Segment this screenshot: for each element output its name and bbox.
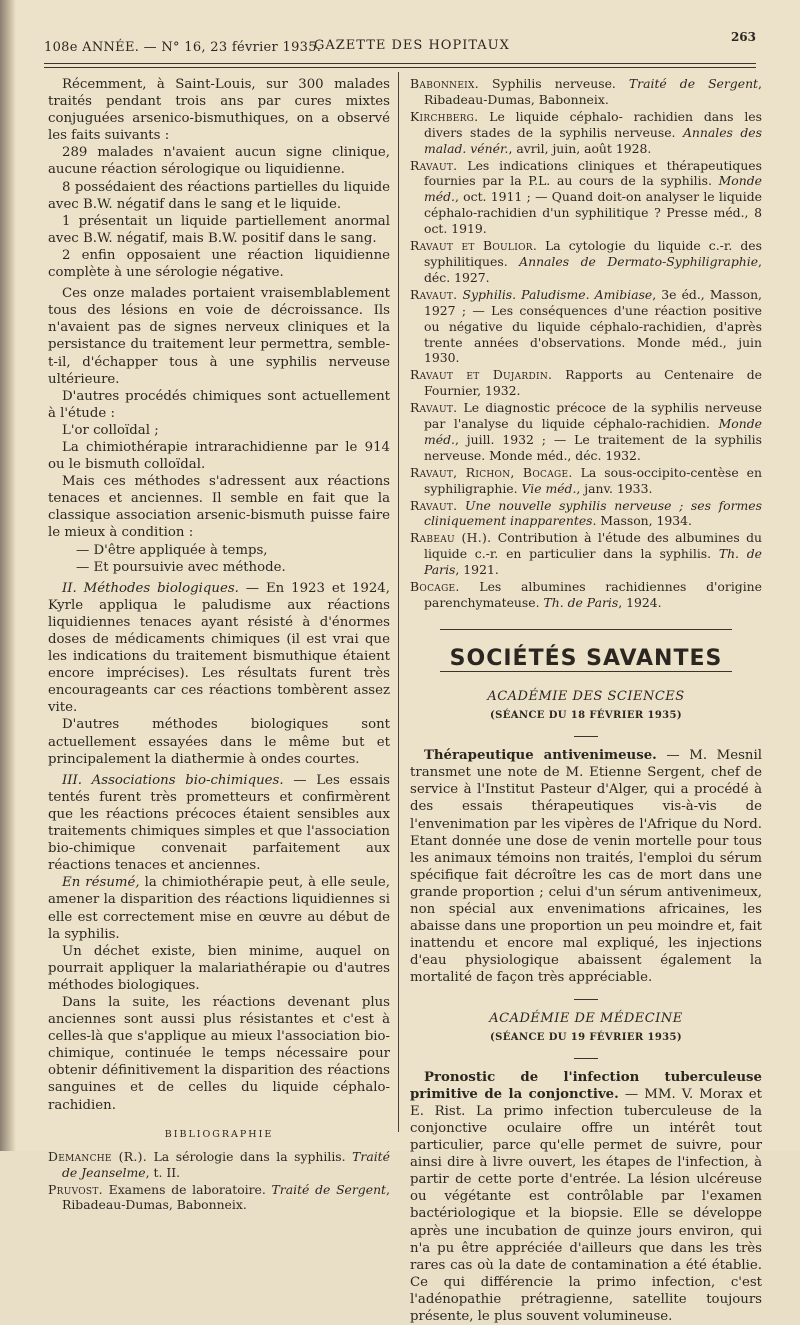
section-rule-bottom bbox=[440, 671, 732, 672]
bibliography-entry bbox=[410, 76, 762, 108]
article-lead: Pronostic de l'infection tuberculeuse primitive de la conjonctive. bbox=[410, 1069, 762, 1102]
bib-tail: , 1921. bbox=[455, 562, 499, 578]
paragraph-text: — MM. V. Morax et E. Rist. La primo infection tuberculeuse de la conjonctive oculaire offre un intérêt tout particulier, parce qu'elle permet de suivre, pour ainsi dire à livre ouvert, les étapes de l'infection, à partir de cette porte d'entrée. La lésion ulcéreuse ou végétante est contrôlable par l'examen bactériologique et la biopsie. Elle se développe après une incubation de quinze jours environ, qui n'a pu être appréciée d'ailleurs que dans les très rares cas où la date de contamination a été établie. Ce qui différencie la primo infection, c'est l'adénopathie prétragienne, satellite toujours présente, le plus souvent volumineuse. bbox=[410, 1086, 762, 1324]
subheading: III. Associations bio-chimiques. bbox=[62, 772, 284, 788]
section-title: SOCIÉTÉS SAVANTES bbox=[449, 645, 723, 671]
bib-author: Ravaut et Boulior. bbox=[410, 238, 538, 254]
paragraph-text: — M. Mesnil transmet une note de M. Etienne Sergent, chef de service à l'Institut Pasteur d'Alger, qui a procédé à des essais thérapeutiques vis-à-vis de l'envenimation par les vipères de l'Afrique du Nord. Etant donnée une dose de venin mortelle pour tous les animaux témoins non traités, l'emploi du sérum spécifique fait décroître les cas de mort dans une grande proportion ; celui d'un sérum antivenimeux, non spécial aux envenimations africaines, les abaisse dans une proportion un peu moindre et, fait inattendu et encore mal expliqué, les injections d'eau physiologique abaissent également la mortalité de façon très appréciable. bbox=[410, 748, 762, 986]
subheading: II. Méthodes biologiques. bbox=[62, 580, 239, 596]
bibliography-entry bbox=[410, 109, 762, 157]
bib-author: Babonneix. bbox=[410, 76, 479, 91]
bib-author: Demanche (R.). bbox=[48, 1148, 148, 1164]
paragraph-biological-methods bbox=[48, 580, 390, 717]
bib-work: Th. de Paris bbox=[543, 595, 619, 610]
bib-text: Contribution à l'étude des albumines du liquide c.-r. en particulier dans la syphilis. bbox=[424, 530, 762, 562]
bib-work: Traité de Sergent bbox=[628, 76, 759, 91]
column-divider bbox=[398, 72, 399, 1132]
paragraph: — Et poursuivie avec méthode. bbox=[76, 559, 286, 575]
academy-sciences-date: (SÉANCE DU 18 FÉVRIER 1935) bbox=[489, 710, 683, 722]
bib-work: Traité de Jeanselme bbox=[62, 1148, 390, 1180]
bibliography-entry bbox=[410, 158, 762, 238]
short-divider bbox=[574, 1058, 598, 1059]
bibliography-entry bbox=[410, 579, 762, 611]
bib-text: Rapports au Centenaire de Fournier, 1932. bbox=[424, 367, 762, 399]
paragraph: D'autres méthodes biologiques sont actuellement essayées dans le même but et principalement la diathermie à ondes courtes. bbox=[48, 717, 390, 767]
bib-author: Bocage. bbox=[410, 579, 460, 595]
bib-author: Pruvost. bbox=[48, 1181, 103, 1197]
paragraph: Un déchet existe, bien minime, auquel on pourrait appliquer la malariathérapie ou d'autres méthodes biologiques. bbox=[48, 943, 390, 993]
academy-sciences-title: ACADÉMIE DES SCIENCES bbox=[487, 689, 685, 704]
page-header bbox=[44, 30, 756, 70]
bibliography-entry bbox=[48, 1182, 390, 1214]
paragraph-associations bbox=[48, 772, 390, 875]
academy-medicine-date: (SÉANCE DU 19 FÉVRIER 1935) bbox=[489, 1031, 683, 1043]
paragraph: 2 enfin opposaient une réaction liquidienne complète à une sérologie négative. bbox=[48, 247, 390, 281]
bib-tail: , juill. 1932 ; — Le traitement de la syphilis nerveuse. Monde méd., déc. 1932. bbox=[424, 431, 762, 463]
bibliography-entry bbox=[410, 400, 762, 464]
bibliography-entry bbox=[410, 287, 762, 367]
paragraph: Mais ces méthodes s'adressent aux réactions tenaces et anciennes. Il semble en fait que la classique association arsenic-bismuth puisse faire le mieux à condition : bbox=[48, 474, 390, 541]
journal-title: GAZETTE DES HOPITAUX bbox=[314, 38, 510, 53]
bib-tail: , Ribadeau-Dumas, Babonneix. bbox=[424, 76, 762, 107]
bib-work: Th. de Paris bbox=[424, 546, 762, 578]
bib-author: Rabeau (H.). bbox=[410, 530, 492, 546]
short-divider bbox=[574, 736, 598, 737]
bib-tail: , 1924. bbox=[618, 595, 662, 610]
bib-author: Kirchberg. bbox=[410, 108, 479, 124]
bib-text: Syphilis nerveuse. bbox=[479, 76, 629, 91]
paragraph-tuberculosis bbox=[410, 1069, 762, 1325]
bib-work: Traité de Sergent bbox=[271, 1181, 387, 1197]
bib-work: Annales des malad. vénér. bbox=[424, 124, 762, 156]
bibliography-entry bbox=[410, 238, 762, 286]
bib-work: Syphilis. Paludisme. Amibiase bbox=[462, 286, 653, 302]
header-rule-thin bbox=[44, 67, 756, 68]
subheading: En résumé, bbox=[62, 875, 140, 891]
bib-work: Une nouvelle syphilis nerveuse ; ses formes cliniquement inapparentes bbox=[424, 497, 762, 529]
paragraph-text: la chimiothérapie peut, à elle seule, amener la disparition des réactions liquidiennes si elle est correctement mise en œuvre au début de la syphilis. bbox=[48, 875, 390, 942]
bib-text: Examens de laboratoire. bbox=[102, 1181, 272, 1197]
bib-author: Ravaut. bbox=[410, 497, 458, 513]
right-column bbox=[410, 76, 762, 1325]
paragraph: L'or colloïdal ; bbox=[62, 422, 159, 438]
bib-text: La sous-occipito-centèse en syphiligraphie. bbox=[424, 464, 762, 496]
short-divider bbox=[574, 999, 598, 1000]
bib-author: Ravaut, Richon, Bocage. bbox=[410, 464, 573, 480]
bib-tail: , Ribadeau-Dumas, Babonneix. bbox=[62, 1181, 390, 1213]
page-binding-edge bbox=[0, 0, 16, 1151]
bib-author: Ravaut. bbox=[410, 400, 458, 416]
paragraph: La chimiothérapie intrarachidienne par le 914 ou le bismuth colloïdal. bbox=[48, 439, 390, 473]
bib-text: La sérologie dans la syphilis. bbox=[147, 1148, 353, 1164]
paragraph: Ces onze malades portaient vraisemblablement tous des lésions en voie de décroissance. Ils n'avaient pas de signes nerveux cliniques et la persistance du traitement leur permettra, semble-t-il, d'échapper tous à une syphilis nerveuse ultérieure. bbox=[48, 286, 390, 387]
paragraph: D'autres procédés chimiques sont actuellement à l'étude : bbox=[48, 388, 390, 421]
bib-work: Monde méd. bbox=[424, 173, 762, 205]
bib-author: Ravaut. bbox=[410, 286, 458, 302]
bib-text: Le liquide céphalo- rachidien dans les divers stades de la syphilis nerveuse. bbox=[424, 108, 762, 140]
bib-text: La cytologie du liquide c.-r. des syphilitiques. bbox=[424, 238, 762, 269]
academy-medicine-title: ACADÉMIE DE MÉDECINE bbox=[489, 1010, 683, 1026]
bib-tail: , déc. 1927. bbox=[424, 253, 762, 285]
paragraph-antivenom bbox=[410, 747, 762, 986]
bibliography-entry bbox=[410, 367, 762, 399]
paragraph-summary bbox=[48, 874, 390, 942]
section-rule-top bbox=[440, 629, 732, 630]
bib-work: Vie méd. bbox=[521, 480, 577, 496]
bibliography-entry bbox=[410, 530, 762, 578]
bib-text: Les indications cliniques et thérapeutiques fournies par la P.L. au cours de la syphilis. bbox=[424, 157, 762, 189]
bibliography-list bbox=[410, 76, 762, 611]
paragraph: Dans la suite, les réactions devenant plus anciennes sont aussi plus résistantes et c'est à celles-là que s'applique au mieux l'association bio-chimique, continuée le temps nécessaire pour obtenir définitivement la disparition des réactions sanguines et de celles du liquide céphalo-rachidien. bbox=[48, 994, 390, 1113]
bib-author: Ravaut. bbox=[410, 157, 458, 173]
bib-tail: , t. II. bbox=[145, 1164, 181, 1180]
bibliography-entry bbox=[48, 1149, 390, 1181]
bibliography-heading: BIBLIOGRAPHIE bbox=[164, 1128, 274, 1140]
header-rule bbox=[44, 63, 756, 64]
bib-work: Monde méd. bbox=[424, 416, 762, 447]
bib-tail: , janv. 1933. bbox=[576, 480, 653, 496]
article-lead: Thérapeutique antivenimeuse. bbox=[424, 748, 657, 764]
paragraph: — D'être appliquée à temps, bbox=[76, 542, 268, 558]
paragraph: 289 malades n'avaient aucun signe clinique, aucune réaction sérologique ou liquidienne. bbox=[48, 145, 390, 178]
page-number: 263 bbox=[730, 30, 756, 44]
bib-tail: . Masson, 1934. bbox=[592, 513, 692, 529]
bib-tail: , 3e éd., Masson, 1927 ; — Les conséquences d'une réaction positive ou négative du liquide céphalo-rachidien, d'après trente années d'observations. Monde méd., juin 1930. bbox=[424, 286, 762, 366]
paragraph: 1 présentait un liquide partiellement anormal avec B.W. négatif, mais B.W. positif dans le sang. bbox=[48, 213, 390, 246]
bib-work: Annales de Dermato-Syphiligraphie bbox=[519, 253, 759, 269]
paragraph: 8 possédaient des réactions partielles du liquide avec B.W. négatif dans le sang et le liquide. bbox=[48, 179, 390, 212]
paragraph-text: — Les essais tentés furent très prometteurs et confirmèrent que les réactions précoces étaient sensibles aux traitements chimiques simples et que l'association bio-chimique convenait parfaitement aux réactions tenaces et anciennes. bbox=[48, 772, 390, 874]
paragraph: Récemment, à Saint-Louis, sur 300 malades traités pendant trois ans par cures mixtes conjuguées arsenico-bismuthiques, on a observé les faits suivants : bbox=[48, 77, 390, 144]
bib-author: Ravaut et Dujardin. bbox=[410, 367, 553, 383]
bib-tail: , avril, juin, août 1928. bbox=[508, 140, 652, 156]
bib-text: Les albumines rachidiennes d'origine parenchymateuse. bbox=[424, 579, 762, 610]
bibliography-entry bbox=[410, 498, 762, 530]
left-column bbox=[48, 76, 390, 1214]
bib-text bbox=[457, 498, 465, 513]
bib-tail: , oct. 1911 ; — Quand doit-on analyser le liquide céphalo-rachidien d'un syphilitique ? Presse méd., 8 oct. 1919. bbox=[424, 189, 762, 237]
bibliography-entry bbox=[410, 465, 762, 497]
bib-text: Le diagnostic précoce de la syphilis nerveuse par l'analyse du liquide céphalo-rachidien. bbox=[424, 400, 762, 432]
issue-info: 108e ANNÉE. — N° 16, 23 février 1935. bbox=[44, 40, 322, 55]
paragraph-text: — En 1923 et 1924, Kyrle appliqua le paludisme aux réactions liquidiennes tenaces ayant résisté à d'énormes doses de médicaments chimiques (il est vrai que les indications du traitement bismuthique étaient encore imprécises). Les résultats furent très encourageants car ces réactions tombèrent assez vite. bbox=[48, 580, 390, 716]
